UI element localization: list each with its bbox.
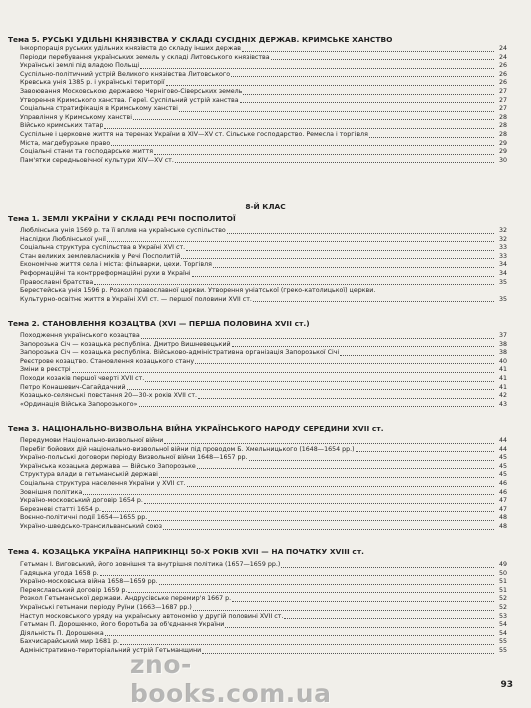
- toc-entry: [20, 341, 507, 350]
- toc-entry-title: «Ординація Війська Запорозького»: [20, 400, 138, 408]
- toc-entry-title: Україно-московська війна 1658—1659 рр.: [20, 578, 158, 586]
- dot-leader: [197, 467, 494, 469]
- toc-entry-title: Культурно-освітнє життя в Україні XVI ст. — першої половини XVII ст.: [20, 295, 252, 303]
- toc-entry-page: 47: [498, 505, 507, 513]
- dot-leader: [192, 275, 494, 277]
- watermark: zno-books.com.ua: [130, 650, 332, 708]
- toc-entry-page: 45: [498, 462, 507, 470]
- dot-leader: [240, 101, 494, 103]
- dot-leader: [105, 634, 494, 636]
- toc-entry-page: 46: [498, 479, 507, 487]
- dot-leader: [187, 485, 494, 487]
- dot-leader: [145, 380, 494, 382]
- dot-leader: [140, 67, 494, 69]
- toc-entry: [20, 253, 507, 262]
- topic-title: СТАНОВЛЕННЯ КОЗАЦТВА (XVI — ПЕРША ПОЛОВИНА XVII ст.): [42, 319, 310, 328]
- dot-leader: [271, 58, 494, 60]
- topic-number: Тема 5.: [8, 35, 40, 44]
- topic-title: РУСЬКІ УДІЛЬНІ КНЯЗІВСТВА У СКЛАДІ СУСІДНІХ ДЕРЖАВ. КРИМСЬКЕ ХАНСТВО: [42, 35, 393, 44]
- dot-leader: [100, 574, 494, 576]
- toc-entry-page: 30: [498, 156, 507, 164]
- toc-entry-title: Українські землі під владою Польщі: [20, 62, 140, 70]
- dot-leader: [175, 161, 494, 163]
- toc-entry-page: 33: [498, 252, 507, 260]
- toc-entry-page: 49: [498, 561, 507, 568]
- topic-title: НАЦІОНАЛЬНО-ВИЗВОЛЬНА ВІЙНА УКРАЇНСЬКОГО НАРОДУ СЕРЕДИНИ XVII ст.: [42, 424, 384, 433]
- dot-leader: [133, 118, 494, 120]
- toc-entry-title: Завоювання Московською державою Чернігово-Сіверських земель: [20, 87, 243, 95]
- toc-entry: [20, 148, 507, 157]
- toc-entry-title: Зовнішня політика: [20, 488, 83, 496]
- toc-entry-title: Козацько-селянські повстання 20—30-х років XVII ст.: [20, 392, 198, 400]
- topic-heading: [8, 214, 521, 223]
- toc-entry-page: 44: [498, 445, 507, 453]
- toc-entry-page: 52: [498, 595, 507, 603]
- toc-entry-title: Гадяцька угода 1658 р.: [20, 569, 99, 577]
- toc-entry: [20, 227, 507, 236]
- toc-entry: [20, 88, 507, 97]
- topic-number: Тема 4.: [8, 547, 40, 556]
- topic-heading: [8, 319, 521, 328]
- toc-entry-page: 27: [498, 96, 507, 104]
- toc-entry-title: Соціальна стратифікація в Кримському ханстві: [20, 105, 178, 113]
- dot-leader: [154, 153, 494, 155]
- dot-leader: [83, 493, 494, 495]
- toc-entry-page: 52: [498, 603, 507, 611]
- toc-entry-page: 46: [498, 488, 507, 496]
- toc-entry-title: Реєстрове козацтво. Становлення козацького стану: [20, 357, 195, 365]
- toc-entry: [20, 514, 507, 523]
- page-number: 93: [500, 680, 513, 690]
- toc-entry-page: 43: [498, 400, 507, 408]
- dot-leader: [253, 300, 494, 302]
- toc-entry-title: Українські гетьмани періоду Руїни (1663—1687 рр.): [20, 603, 192, 611]
- topic-items: [20, 561, 507, 656]
- dot-leader: [144, 502, 494, 504]
- dot-leader: [195, 362, 494, 364]
- toc-entry: [20, 296, 507, 305]
- toc-entry-page: 50: [498, 569, 507, 577]
- toc-entry-page: 27: [498, 87, 507, 95]
- toc-entry-page: 38: [498, 340, 507, 348]
- topic-heading: [8, 424, 521, 433]
- toc-entry-title: Україно-шведсько-трансильванський союз: [20, 522, 163, 530]
- toc-entry-title: Перебіг бойових дій національно-визвольної війни під проводом Б. Хмельницького (1648—1654 рр.): [20, 445, 355, 453]
- toc-entry-title: Управління у Кримському ханстві: [20, 113, 132, 121]
- toc-entry: [20, 349, 507, 358]
- toc-entry: [20, 287, 507, 296]
- toc-entry-title: Походження українського козацтва: [20, 332, 140, 339]
- toc-entry: [20, 122, 507, 131]
- toc-entry: [20, 105, 507, 114]
- toc-entry: [20, 62, 507, 71]
- dot-leader: [111, 144, 494, 146]
- toc-entry: [20, 578, 507, 587]
- toc-entry-page: 55: [498, 638, 507, 646]
- toc-entry: [20, 45, 507, 54]
- toc-entry-page: 47: [498, 497, 507, 505]
- toc-entry-title: Переяславський договір 1659 р.: [20, 586, 128, 594]
- grade-heading: 8-Й КЛАС: [245, 202, 286, 211]
- toc-entry-title: Наслідки Люблінської унії: [20, 235, 106, 243]
- dot-leader: [179, 110, 494, 112]
- toc-entry: [20, 54, 507, 63]
- dot-leader: [128, 591, 494, 593]
- toc-entry-title: Бахчисарайський мир 1681 р.: [20, 638, 120, 646]
- toc-entry: [20, 587, 507, 596]
- toc-entry-title: Суспільно-політичний устрій Великого князівства Литовського: [20, 70, 231, 78]
- toc-entry-page: 42: [498, 392, 507, 400]
- dot-leader: [249, 459, 494, 461]
- toc-entry-title: Стан великих землевласників у Речі Посполитій: [20, 252, 181, 260]
- dot-leader: [340, 354, 494, 356]
- dot-leader: [213, 266, 494, 268]
- toc-entry-title: Люблінська унія 1569 р. та її вплив на українське суспільство: [20, 227, 226, 234]
- dot-leader: [369, 136, 494, 138]
- toc-entry: [20, 375, 507, 384]
- dot-leader: [231, 75, 494, 77]
- toc-entry-page: 34: [498, 269, 507, 277]
- toc-entry-title: Походи козаків першої чверті XVII ст.: [20, 374, 145, 382]
- toc-entry-title: Реформаційні та контрреформаційні рухи в Україні: [20, 269, 191, 277]
- toc-entry: [20, 604, 507, 613]
- dot-leader: [120, 643, 494, 645]
- dot-leader: [163, 528, 494, 530]
- dot-leader: [104, 127, 494, 129]
- topic-items: [20, 437, 507, 532]
- toc-entry: [20, 392, 507, 401]
- topic-heading: [8, 35, 521, 44]
- topic-title: ЗЕМЛІ УКРАЇНИ У СКЛАДІ РЕЧІ ПОСПОЛИТОЇ: [42, 214, 236, 223]
- topic-items: [20, 45, 507, 165]
- toc-entry-title: Україно-польські договори періоду Визвольної війни 1648—1657 рр.: [20, 454, 248, 462]
- dot-leader: [141, 337, 494, 339]
- dot-leader: [243, 93, 494, 95]
- toc-entry: [20, 114, 507, 123]
- toc-entry-page: 24: [498, 45, 507, 52]
- dot-leader: [281, 566, 494, 568]
- toc-entry-page: 54: [498, 621, 507, 629]
- toc-entry: [20, 638, 507, 647]
- topic-number: Тема 1.: [8, 214, 40, 223]
- toc-entry: [20, 570, 507, 579]
- toc-entry: [20, 613, 507, 622]
- toc-entry: [20, 157, 507, 166]
- toc-entry-page: 41: [498, 366, 507, 374]
- dot-leader: [148, 519, 494, 521]
- toc-entry-page: 35: [498, 278, 507, 286]
- toc-entry-page: 51: [498, 578, 507, 586]
- toc-entry: [20, 506, 507, 515]
- toc-entry-page: 45: [498, 454, 507, 462]
- toc-entry-title: Розкол Гетьманської держави. Андрусівське перемир'я 1667 р.: [20, 595, 232, 603]
- toc-entry: [20, 401, 507, 410]
- toc-entry: [20, 332, 507, 341]
- toc-entry: [20, 97, 507, 106]
- toc-entry-title: Пам'ятки середньовічної культури XIV—XV ст.: [20, 156, 174, 164]
- toc-entry-page: 24: [498, 53, 507, 61]
- toc-entry-page: 27: [498, 105, 507, 113]
- toc-entry: [20, 270, 507, 279]
- topic-heading: [8, 547, 521, 556]
- toc-entry-page: 40: [498, 357, 507, 365]
- toc-entry-title: Економічне життя села і міста: фільварки, цехи. Торгівля: [20, 261, 212, 269]
- toc-entry-page: 37: [498, 332, 507, 339]
- toc-entry: [20, 131, 507, 140]
- dot-leader: [232, 600, 494, 602]
- toc-entry-title: Запорозька Січ — козацька республіка. Дмитро Вишневецький: [20, 340, 231, 348]
- toc-entry-page: 33: [498, 244, 507, 252]
- toc-entry-title: Україно-московський договір 1654 р.: [20, 497, 143, 505]
- toc-entry-page: 28: [498, 122, 507, 130]
- toc-entry-title: Міста, магдебурзьке право: [20, 139, 111, 147]
- toc-entry-title: Утворення Кримського ханства. Гереї. Суспільний устрій ханства: [20, 96, 239, 104]
- toc-entry-page: 29: [498, 148, 507, 156]
- toc-entry-page: 51: [498, 586, 507, 594]
- toc-entry-title: Берестейська унія 1596 р. Розкол православної церкви. Утворення уніатської (греко-католицької) церкви.: [20, 287, 376, 295]
- toc-entry-title: Наступ московського уряду на українську автономію у другій половині XVII ст.: [20, 612, 284, 620]
- toc-entry-page: 41: [498, 374, 507, 382]
- toc-entry: [20, 561, 507, 570]
- dot-leader: [127, 388, 494, 390]
- toc-entry: [20, 358, 507, 367]
- dot-leader: [159, 583, 494, 585]
- topic-number: Тема 3.: [8, 424, 40, 433]
- toc-entry-title: Діяльність П. Дорошенка: [20, 629, 104, 637]
- dot-leader: [193, 609, 494, 611]
- toc-entry-title: Гетьман П. Дорошенко, його боротьба за об'єднання України: [20, 621, 225, 629]
- toc-entry: [20, 261, 507, 270]
- toc-entry: [20, 384, 507, 393]
- dot-leader: [139, 405, 495, 407]
- toc-entry-page: 32: [498, 227, 507, 234]
- dot-leader: [159, 476, 494, 478]
- toc-entry-page: 28: [498, 113, 507, 121]
- toc-entry-title: Українська козацька держава — Військо Запорозьке: [20, 462, 196, 470]
- dot-leader: [232, 345, 494, 347]
- toc-entry-page: 26: [498, 70, 507, 78]
- dot-leader: [242, 50, 494, 52]
- topic-items: [20, 332, 507, 409]
- toc-entry-title: Соціальні стани та господарське життя: [20, 148, 154, 156]
- toc-entry-page: 29: [498, 139, 507, 147]
- toc-entry-title: Петро Конашевич-Сагайдачний: [20, 383, 126, 391]
- toc-entry: [20, 463, 507, 472]
- toc-entry-page: 44: [498, 437, 507, 444]
- toc-entry: [20, 79, 507, 88]
- toc-entry-page: 26: [498, 79, 507, 87]
- toc-entry-page: 38: [498, 349, 507, 357]
- toc-entry-title: Воєнно-політичні події 1654—1655 рр.: [20, 514, 148, 522]
- dot-leader: [102, 510, 494, 512]
- toc-entry: [20, 595, 507, 604]
- dot-leader: [72, 371, 494, 373]
- toc-entry: [20, 71, 507, 80]
- toc-entry-title: Гетьман І. Виговський, його зовнішня та внутрішня політика (1657—1659 рр.): [20, 561, 281, 568]
- toc-entry: [20, 523, 507, 532]
- toc-entry-title: Структура влади в гетьманській державі: [20, 471, 158, 479]
- topic-title: КОЗАЦЬКА УКРАЇНА НАПРИКІНЦІ 50-Х РОКІВ XVII — НА ПОЧАТКУ XVIII ст.: [42, 547, 365, 556]
- toc-entry-title: Соціальна структура населення України у XVII ст.: [20, 479, 186, 487]
- topic-items: [20, 227, 507, 304]
- toc-entry-title: Запорозька Січ — козацька республіка. Військово-адміністративна організація Запорозької Січі: [20, 349, 340, 357]
- toc-entry: [20, 437, 507, 446]
- toc-entry-title: Суспільне і церковне життя на теренах України в XIV—XV ст. Сільське господарство. Ремесла і торгівля: [20, 130, 368, 138]
- toc-entry: [20, 480, 507, 489]
- dot-leader: [166, 84, 494, 86]
- toc-entry-title: Інкорпорація руських удільних князівств до складу інших держав: [20, 45, 242, 52]
- toc-entry-title: Православні братства: [20, 278, 94, 286]
- toc-entry: [20, 244, 507, 253]
- dot-leader: [186, 249, 494, 251]
- toc-entry-page: 48: [498, 514, 507, 522]
- dot-leader: [164, 442, 494, 444]
- toc-entry-page: 54: [498, 629, 507, 637]
- toc-entry: [20, 621, 507, 630]
- toc-entry-title: Зміни в реєстрі: [20, 366, 71, 374]
- toc-entry: [20, 454, 507, 463]
- toc-entry-page: 53: [498, 612, 507, 620]
- toc-entry: [20, 630, 507, 639]
- toc-entry: [20, 279, 507, 288]
- toc-entry-title: Адміністративно-територіальний устрій Гетьманщини: [20, 646, 202, 654]
- toc-entry-page: 32: [498, 235, 507, 243]
- toc-entry: [20, 471, 507, 480]
- toc-entry-page: 34: [498, 261, 507, 269]
- dot-leader: [107, 240, 494, 242]
- toc-entry-page: 26: [498, 62, 507, 70]
- toc-entry-title: Періоди перебування українських земель у складі Литовського князівства: [20, 53, 270, 61]
- toc-entry-page: 28: [498, 130, 507, 138]
- toc-entry-page: 35: [498, 295, 507, 303]
- toc-entry: [20, 236, 507, 245]
- dot-leader: [181, 257, 494, 259]
- toc-entry-page: 41: [498, 383, 507, 391]
- toc-entry-page: 45: [498, 471, 507, 479]
- toc-entry-title: Соціальна структура суспільства в Україні XVI ст.: [20, 244, 186, 252]
- dot-leader: [284, 617, 494, 619]
- toc-entry: [20, 489, 507, 498]
- toc-entry: [20, 446, 507, 455]
- toc-entry-page: 55: [498, 646, 507, 654]
- dot-leader: [356, 450, 494, 452]
- toc-entry-title: Передумови Національно-визвольної війни: [20, 437, 164, 444]
- toc-entry-title: Кревська унія 1385 р. і українські території: [20, 79, 165, 87]
- toc-entry: [20, 497, 507, 506]
- dot-leader: [94, 283, 494, 285]
- toc-entry-title: Березневі статті 1654 р.: [20, 505, 101, 513]
- toc-entry: [20, 366, 507, 375]
- toc-entry: [20, 140, 507, 149]
- toc-entry-title: Військо кримських татар: [20, 122, 104, 130]
- dot-leader: [198, 397, 494, 399]
- dot-leader: [227, 232, 494, 234]
- topic-number: Тема 2.: [8, 319, 40, 328]
- dot-leader: [225, 626, 494, 628]
- toc-entry-page: 48: [498, 522, 507, 530]
